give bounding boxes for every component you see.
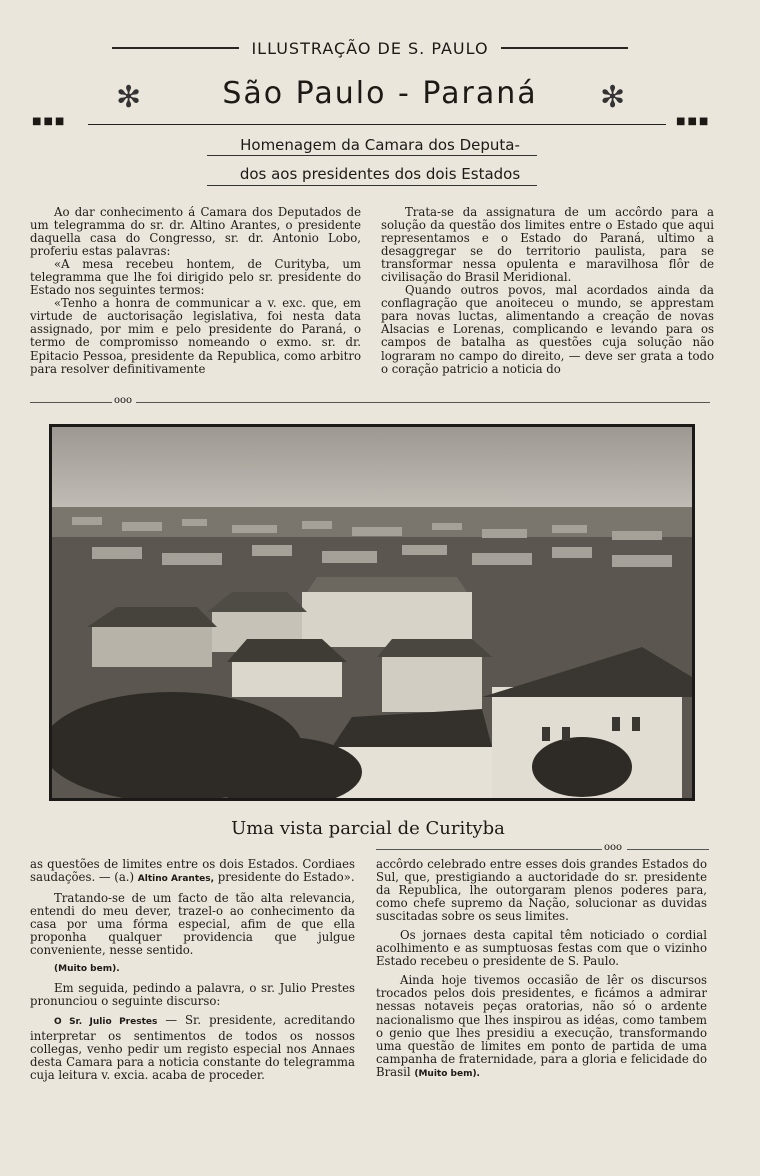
subtitle-underline-1: [207, 155, 537, 156]
signature-name: Altino Arantes,: [137, 874, 215, 885]
masthead-rule-left: [112, 47, 239, 49]
section-divider-right: [136, 402, 710, 403]
ornament-star-left-icon: ✻: [116, 80, 142, 115]
column-bottom-right: [376, 858, 707, 1081]
column-top-right: [381, 206, 714, 376]
title-rule: [88, 124, 666, 125]
subtitle-line-2: dos aos presidentes dos dois Estados: [239, 165, 521, 183]
caption-divider-right: [627, 849, 709, 850]
paragraph: Em seguida, pedindo a palavra, o sr. Julio Prestes pronunciou o seguinte discurso:: [30, 981, 355, 1009]
subtitle-line-1: Homenagem da Camara dos Deputa-: [240, 136, 520, 154]
paragraph: Tratando-se de um facto de tão alta relevancia, entendi do meu dever, trazel-o ao conhecimento da casa por uma fórma especial, afim de que ella proponha qualquer providencia que julgue conveniente, nesse sentido.: [30, 891, 355, 958]
divider-ornament: ooo: [114, 395, 133, 406]
masthead-rule-right: [501, 47, 628, 49]
column-top-left: [30, 206, 361, 376]
paragraph: Os jornaes desta capital têm noticiado o cordial acolhimento e as sumptuosas festas com que o vizinho Estado recebeu o presidente de S. Paulo.: [376, 928, 707, 969]
paragraph: Ainda hoje tivemos occasião de lêr os discursos trocados pelos dois presidentes, e ficámos a admirar nessas notaveis peças oratorias, não só o ardente nacionalismo que lhes inspirou as idéas, como tambem o genio que lhes presidiu a execução, transformando uma questão de limites em ponto de partida de uma campanha de fraternidade, para a gloria e felicidade do Brasil (Muito bem).: [376, 973, 707, 1079]
paragraph: accôrdo celebrado entre esses dois grandes Estados do Sul, que, prestigiando a auctoridade do sr. presidente da Republica, lhe outorgaram plenos poderes para, como chefe supremo da Nação, solucionar as duvidas suscitadas sobre os seus limites.: [376, 857, 707, 924]
applause-note: (Muito bem).: [414, 1068, 480, 1079]
photo-caption: Uma vista parcial de Curityba: [231, 818, 505, 839]
speaker-name: O Sr. Julio Prestes: [54, 1017, 158, 1028]
ornament-star-right-icon: ✻: [600, 80, 626, 115]
caption-divider-left: [376, 849, 602, 850]
paragraph: O Sr. Julio Prestes — Sr. presidente, acreditando interpretar os sentimentos de todos os nossos collegas, venho pedir um registo especial nos Annaes desta Camara para a noticia constante do telegramma cuja leitura v. excia. acaba de proceder.: [30, 1013, 356, 1082]
article-title: São Paulo - Paraná: [222, 76, 538, 111]
paragraph: «A mesa recebeu hontem, de Curityba, um telegramma que lhe foi dirigido pelo sr. presidente do Estado nos seguintes termos:: [30, 257, 361, 298]
paragraph: Quando outros povos, mal acordados ainda da conflagração que anoiteceu o mundo, se apprestam para novas luctas, alimentando a creação de novas Alsacias e Lorenas, complicando e levando para os campos de batalha as questões cuja solução não lograram no campo do direito, — deve ser grata a todo o coração patricio a noticia do: [381, 283, 714, 376]
masthead: [100, 34, 640, 62]
paragraph: «Tenho a honra de communicar a v. exc. que, em virtude de auctorisação legislativa, foi nesta data assignado, por mim e pelo presidente do Paraná, o termo de compromisso nomeando o exmo. sr. dr. Epitacio Pessoa, presidente da Republica, como arbitro para resolver definitivamente: [30, 296, 361, 376]
ornament-squares-right-icon: ■■■: [676, 116, 711, 127]
ornament-squares-left-icon: ■■■: [32, 116, 67, 127]
paragraph: Trata-se da assignatura de um accôrdo para a solução da questão dos limites entre o Estado que aqui representamos e o Estado do Paraná, ultimo a desaggregar se do territorio paulista, para se transformar nessa opulenta e maravilhosa flôr de civilisação do Brasil Meridional.: [381, 205, 714, 285]
column-bottom-left: [30, 858, 355, 1082]
paragraph: Ao dar conhecimento á Camara dos Deputados de um telegramma do sr. dr. Altino Arantes, o presidente daquella casa do Congresso, sr. dr. Antonio Lobo, proferiu estas palavras:: [30, 205, 361, 259]
paragraph: as questões de limites entre os dois Estados. Cordiaes saudações. — (a.) Altino Arantes, presidente do Estado».: [30, 857, 355, 885]
caption-divider-ornament: ooo: [604, 842, 623, 853]
subtitle-underline-2: [207, 185, 537, 186]
masthead-text: ILLUSTRAÇÃO DE S. PAULO: [251, 38, 489, 58]
city-view-illustration: [52, 427, 692, 798]
section-divider-left: [30, 402, 112, 403]
photo-curityba: [49, 424, 695, 801]
applause-note: (Muito bem).: [54, 964, 120, 975]
